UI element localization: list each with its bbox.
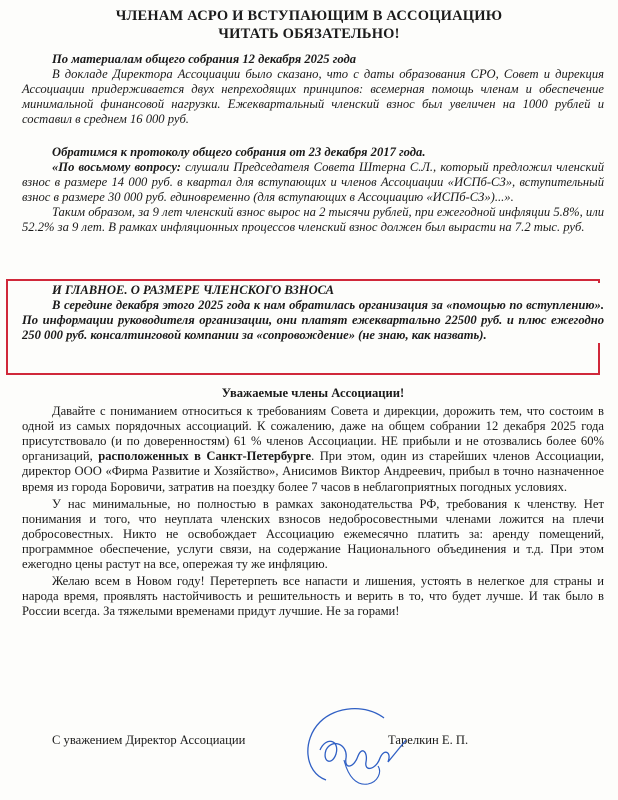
quote-body: слушали Председателя Совета Штерна С.Л., который предложил членский взнос в размере 14 000 руб. в квартал для вступающих и членов Ассоциации «ИСПб-СЗ», вступительный взнос в размере 30 000 руб. единовременно (для вступающих в Ассоциацию «ИСПб-СЗ»)...». — [22, 160, 604, 205]
quote-lead: «По восьмому вопросу: — [52, 160, 181, 175]
highlight-tail-text: (не знаю, как назвать). — [355, 328, 487, 343]
appeal-p1-bold: расположенных в Санкт-Петербурге — [98, 449, 312, 464]
document-subtitle: ЧИТАТЬ ОБЯЗАТЕЛЬНО! — [218, 26, 400, 42]
section-2-heading: Обратимся к протоколу общего собрания от 23 декабря 2017 года. — [52, 145, 426, 159]
appeal-heading: Уважаемые члены Ассоциации! — [221, 386, 405, 400]
appeal-paragraph-2: У нас минимальные, но полностью в рамках законодательства РФ, требования к членству. Нет понимания и того, что неуплата членских взносов недобросовестными членами ложится на плечи добросовестных. Никто не освобождает Ассоциацию ежемесячно платить за: аренду помещений, программное обеспечение, услуги связи, на содержание Национального объединения и т.д. При этом ежегодно цены растут на все, опережая ту же инфляцию. — [22, 496, 604, 572]
appeal-p1-start: Давайте с пониманием относиться к требованиям Совета и дирекции, дорожить тем, что состоим в одной из самых порядочных ассоциаций. К сожалению, даже на общем собрании 12 декабря 2025 года присутствовало (и по доверенностям) 61 % членов Ассоциации. НЕ прибыли и не отозвались более 60% организаций, — [22, 404, 604, 464]
appeal-p1-end: . При этом, один из старейших членов Ассоциации, директор ООО «Фирма Развитие и Хозяйство», Анисимов Виктор Андреевич, прибыл в точно назначенное время из города Боровичи, затратив на поездку более 7 часов в неблагоприятных погодных условиях. — [22, 449, 604, 494]
highlight-section — [22, 283, 604, 343]
highlight-main-text: В середине декабря этого 2025 года к нам обратилась организация за «помощью по вступлению». По информации руководителя организации, они платят ежеквартально 22500 руб. и плюс ежегодно 250 000 руб. консалтинговой компании за «сопровождение» — [22, 298, 604, 343]
section-2-summary: Таким образом, за 9 лет членский взнос вырос на 2 тысячи рублей, при ежегодной инфляции 5.8%, или 52.2% за 9 лет. В рамках инфляционных процессов членский взнос должен был вырасти на 7.2 тыс. руб. — [22, 205, 604, 235]
section-2 — [22, 145, 604, 236]
highlight-heading: И ГЛАВНОЕ. О РАЗМЕРЕ ЧЛЕНСКОГО ВЗНОСА — [52, 283, 334, 297]
appeal-paragraph-1 — [22, 404, 604, 495]
signature-line: С уважением Директор Ассоциации — [52, 733, 246, 747]
section-1-body: В докладе Директора Ассоциации было сказано, что с даты образования СРО, Совет и дирекция Ассоциации придерживается двух непреходящих принципов: всемерная помощь членам и обеспечение минимальной финансовой нагрузки. Ежеквартальный членский взнос был увеличен на 1000 рублей и составил в среднем 16 000 руб. — [22, 67, 604, 127]
handwritten-signature-icon — [296, 700, 416, 792]
protocol-quote — [22, 160, 604, 205]
highlight-body — [22, 298, 604, 343]
appeal-section — [22, 386, 604, 619]
section-1 — [22, 52, 604, 127]
section-1-heading: По материалам общего собрания 12 декабря 2025 года — [52, 52, 357, 66]
appeal-paragraph-3: Желаю всем в Новом году! Перетерпеть все напасти и лишения, устоять в нелегкое для страны и народа время, проявлять настойчивость и решительность и верить в то, что будет лучше. И так было в России всегда. За тяжелыми временами придут лучшие. Не за горами! — [22, 574, 604, 619]
document-title: ЧЛЕНАМ АСРО И ВСТУПАЮЩИМ В АССОЦИАЦИЮ — [115, 8, 503, 24]
signer-name: Тарелкин Е. П. — [388, 733, 469, 747]
